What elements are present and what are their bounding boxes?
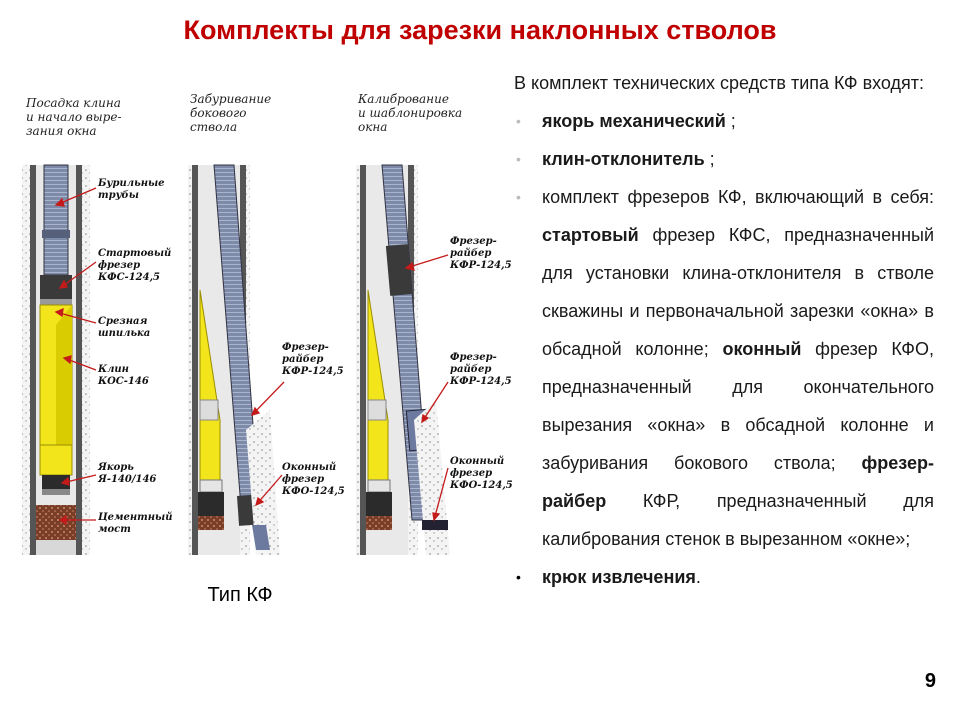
component-list: [514, 102, 934, 596]
stage-label-3: Калибрование и шаблонировка окна: [358, 92, 463, 134]
callout-window-mill-stage-3: Оконный фрезер КФО-124,5: [450, 456, 513, 491]
bullet-icon: •: [516, 569, 521, 585]
callout-mill-reamer-stage-3a: Фрезер- райбер КФР-124,5: [450, 236, 512, 271]
list-item-mills: • комплект фрезеров КФ, включающий в себя: стартовый фрезер КФС, предназначенный для установки клина-отклонителя в стволе скважины и первоначальной зарезки «окна» в обсадной колонне; оконный фрезер КФО, предназначенный для окончательного вырезания «окна» в обсадной колонне и забуривания бокового ствола; фрезер-райбер КФР, предназначенный для калибрования стенок в вырезанном «окне»;: [514, 178, 934, 558]
figure-caption: Тип КФ: [207, 584, 273, 606]
callout-shear-pin: Срезная шпилька: [98, 316, 151, 339]
stage-label-2: Забуривание бокового ствола: [190, 92, 272, 134]
slide-title: Комплекты для зарезки наклонных стволов: [183, 15, 777, 45]
list-item-hook: • крюк извлечения.: [514, 558, 934, 596]
callout-start-mill: Стартовый фрезер КФС-124,5: [98, 248, 172, 283]
stage-3-drawing: [356, 165, 450, 555]
callout-mill-reamer-stage-2: Фрезер- райбер КФР-124,5: [282, 342, 344, 377]
callout-drill-pipes: Бурильные трубы: [98, 178, 165, 201]
callout-window-mill-stage-2: Оконный фрезер КФО-124,5: [282, 462, 345, 497]
wellbore-drawings: [20, 80, 510, 560]
description-text: [514, 64, 934, 596]
bullet-icon: •: [516, 189, 521, 205]
bullet-icon: •: [516, 113, 521, 129]
list-item-anchor: • якорь механический ;: [514, 102, 934, 140]
intro-paragraph: В комплект технических средств типа КФ входят:: [514, 73, 925, 93]
stage-label-1: Посадка клина и начало выре- зания окна: [26, 96, 122, 138]
callout-mill-reamer-stage-3b: Фрезер- райбер КФР-124,5: [450, 352, 512, 387]
page-number: 9: [924, 670, 936, 692]
callout-anchor: Якорь Я-140/146: [98, 462, 157, 485]
list-item-wedge: • клин-отклонитель ;: [514, 140, 934, 178]
tool-diagram: [20, 80, 513, 560]
callout-whipstock: Клин КОС-146: [98, 364, 149, 387]
callout-cement-bridge: Цементный мост: [98, 512, 173, 535]
stage-2-drawing: [188, 165, 280, 555]
stage-1-drawing: [22, 165, 90, 555]
bullet-icon: •: [516, 151, 521, 167]
